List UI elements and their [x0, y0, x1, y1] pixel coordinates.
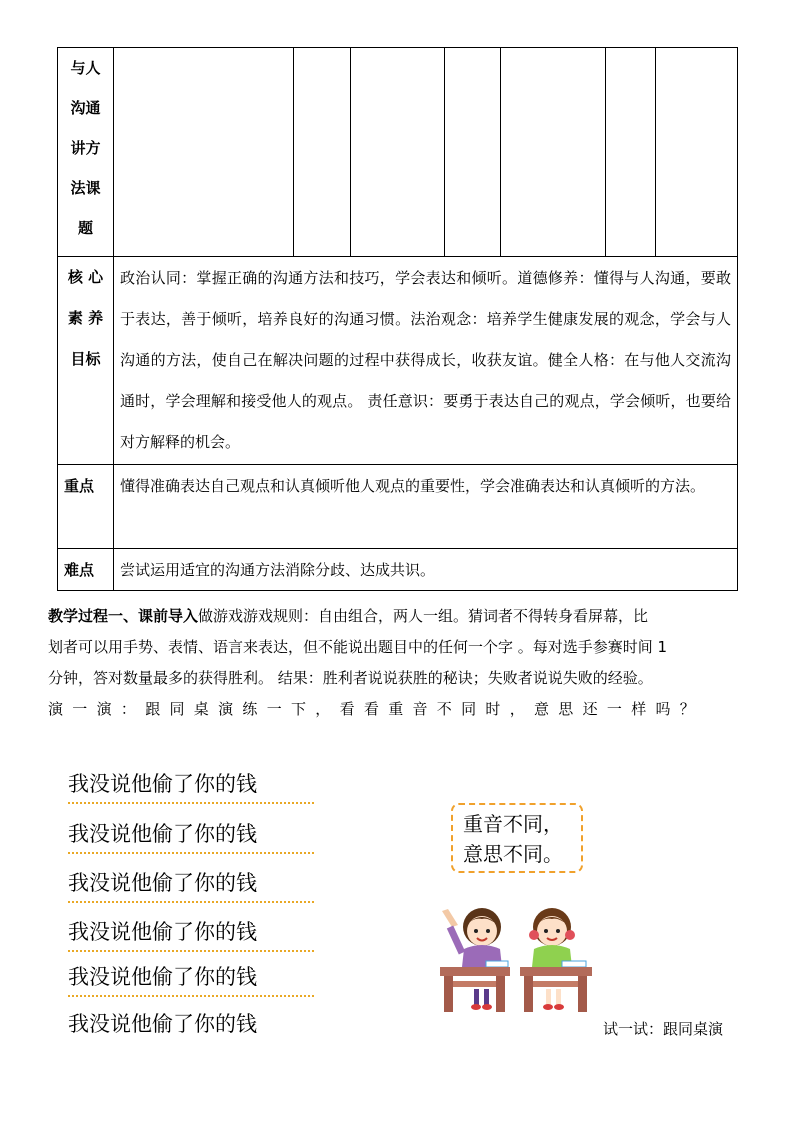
core-literacy-header-line: 目标 [70, 350, 101, 368]
stress-sentence [68, 1008, 314, 1038]
difficulty-header: 难点 [58, 549, 114, 591]
key-point-header: 重点 [58, 465, 114, 549]
topic-header-line: 题 [77, 219, 93, 237]
stress-sentence-text: 我没说他偷了你的钱 [68, 1012, 257, 1036]
process-line-2: 划者可以用手势、表情、语言来表达，但不能说出题目中的任何一个字 。每对选手参赛时间 1 [48, 638, 668, 656]
core-literacy-text: 政治认同：掌握正确的沟通方法和技巧，学会表达和倾听。道德修养：懂得与人沟通，要敢于表达，善于倾听，培养良好的沟通习惯。法治观念：培养学生健康发展的观念，学会与人沟通的方法，使自己在解决问题的过程中获得成长，收获友谊。健全人格：在与他人交流沟通时，学会理解和接受他人的观点。 责任意识：要勇于表达自己的观点，学会倾听，也要给对方解释的机会。 [114, 257, 738, 465]
empty-cell [351, 48, 445, 257]
badge-line-2: 意思不同。 [463, 842, 563, 866]
badge-line-1: 重音不同， [463, 812, 563, 836]
dotted-divider [68, 950, 314, 952]
dotted-divider [68, 901, 314, 903]
students-at-desks-illustration [438, 903, 598, 1015]
core-literacy-header-cell [58, 257, 114, 465]
empty-cell [114, 48, 294, 257]
girl-left-figure [442, 908, 502, 967]
stress-sentence [68, 818, 314, 848]
difficulty-text: 尝试运用适宜的沟通方法消除分歧、达成共识。 [114, 549, 738, 591]
stress-sentence [68, 916, 314, 946]
stress-sentence-text: 我没说他偷了你的钱 [68, 772, 257, 796]
empty-cell [656, 48, 738, 257]
process-line-1 [48, 601, 748, 632]
dotted-divider [68, 995, 314, 997]
process-line-4: 演一演：跟同桌演练一下，看看重音不同时，意思还一样吗？ [48, 700, 705, 718]
stress-sentence-text: 我没说他偷了你的钱 [68, 871, 257, 895]
stress-sentence [68, 961, 314, 991]
girl-right-figure [529, 908, 575, 967]
empty-cell [501, 48, 606, 257]
core-literacy-header-line: 核 心 [67, 268, 104, 286]
topic-row [58, 48, 738, 257]
key-point-row [58, 465, 738, 549]
try-caption: 试一试：跟同桌演 [603, 1020, 724, 1038]
empty-cell [445, 48, 501, 257]
core-literacy-row [58, 257, 738, 465]
topic-header-line: 沟通 [70, 99, 101, 117]
empty-cell [294, 48, 351, 257]
key-point-text: 懂得准确表达自己观点和认真倾听他人观点的重要性，学会准确表达和认真倾听的方法。 [114, 465, 738, 549]
lesson-table [57, 47, 738, 591]
stress-sentence [68, 768, 314, 798]
stress-sentence-text: 我没说他偷了你的钱 [68, 965, 257, 989]
stress-sentence-text: 我没说他偷了你的钱 [68, 822, 257, 846]
process-bold-label: 教学过程一、课前导入 [48, 607, 199, 625]
difficulty-row [58, 549, 738, 591]
empty-cell [606, 48, 656, 257]
topic-header-line: 讲方 [70, 139, 101, 157]
dotted-divider [68, 802, 314, 804]
stress-badge [451, 803, 583, 873]
topic-header-line: 与人 [70, 59, 101, 77]
topic-header-line: 法课 [70, 179, 101, 197]
stress-sentence [68, 867, 314, 897]
topic-header-cell [58, 48, 114, 257]
dotted-divider [68, 852, 314, 854]
core-literacy-header-line: 素 养 [67, 309, 104, 327]
process-line-3: 分钟，答对数量最多的获得胜利。 结果：胜利者说说获胜的秘诀；失败者说说失败的经验。 [48, 669, 653, 687]
stress-sentence-text: 我没说他偷了你的钱 [68, 920, 257, 944]
process-line-1-text: 做游戏游戏规则：自由组合，两人一组。猜词者不得转身看屏幕，比 [198, 607, 649, 625]
